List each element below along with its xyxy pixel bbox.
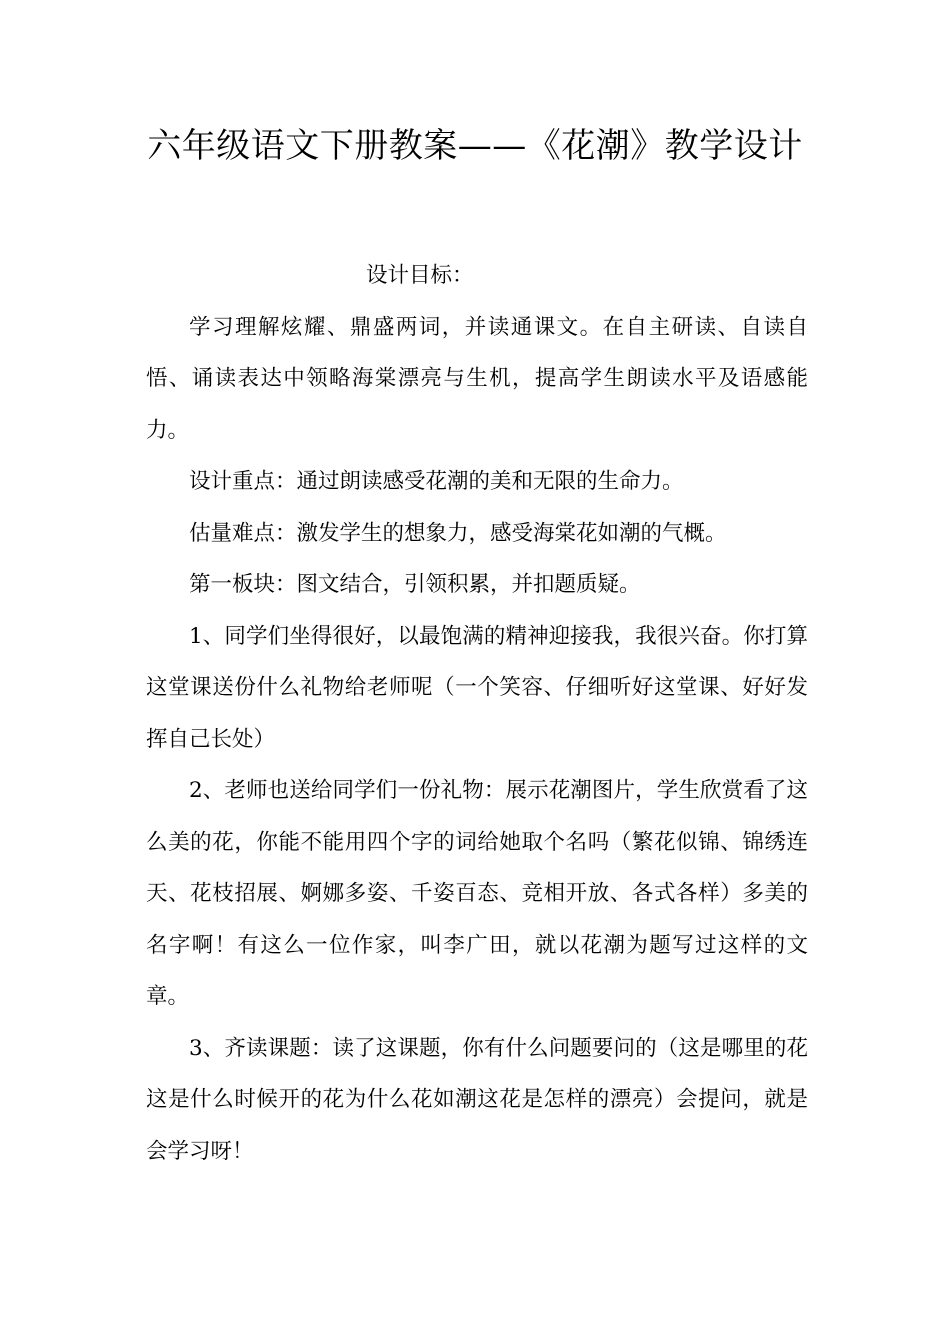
- paragraph-step-3: 3、齐读课题：读了这课题，你有什么问题要问的（这是哪里的花这是什么时候开的花为什么花如潮这花是怎样的漂亮）会提问，就是会学习呀！: [146, 1035, 808, 1164]
- document-body: [146, 250, 808, 1177]
- paragraph-difficulties: 估量难点：激发学生的想象力，感受海棠花如潮的气概。: [189, 520, 727, 546]
- paragraph-key-points: 设计重点：通过朗读感受花潮的美和无限的生命力。: [189, 469, 684, 494]
- section-heading-design-goals: 设计目标：: [366, 263, 474, 288]
- document-title: 六年级语文下册教案——《花潮》教学设计: [147, 126, 803, 166]
- paragraph-step-1: 1、同学们坐得很好，以最饱满的精神迎接我，我很兴奋。你打算这堂课送份什么礼物给老师呢（一个笑容、仔细听好这堂课、好好发挥自己长处）: [146, 623, 808, 752]
- paragraph-goals: 学习理解炫耀、鼎盛两词，并读通课文。在自主研读、自读自悟、诵读表达中领略海棠漂亮与生机，提高学生朗读水平及语感能力。: [146, 314, 808, 443]
- paragraph-section-one: 第一板块：图文结合，引领积累，并扣题质疑。: [189, 572, 641, 597]
- paragraph-step-2: 2、老师也送给同学们一份礼物：展示花潮图片，学生欣赏看了这么美的花，你能不能用四个字的词给她取个名吗（繁花似锦、锦绣连天、花枝招展、婀娜多姿、千姿百态、竞相开放、各式各样）多美的名字啊！有这么一位作家，叫李广田，就以花潮为题写过这样的文章。: [146, 778, 808, 1009]
